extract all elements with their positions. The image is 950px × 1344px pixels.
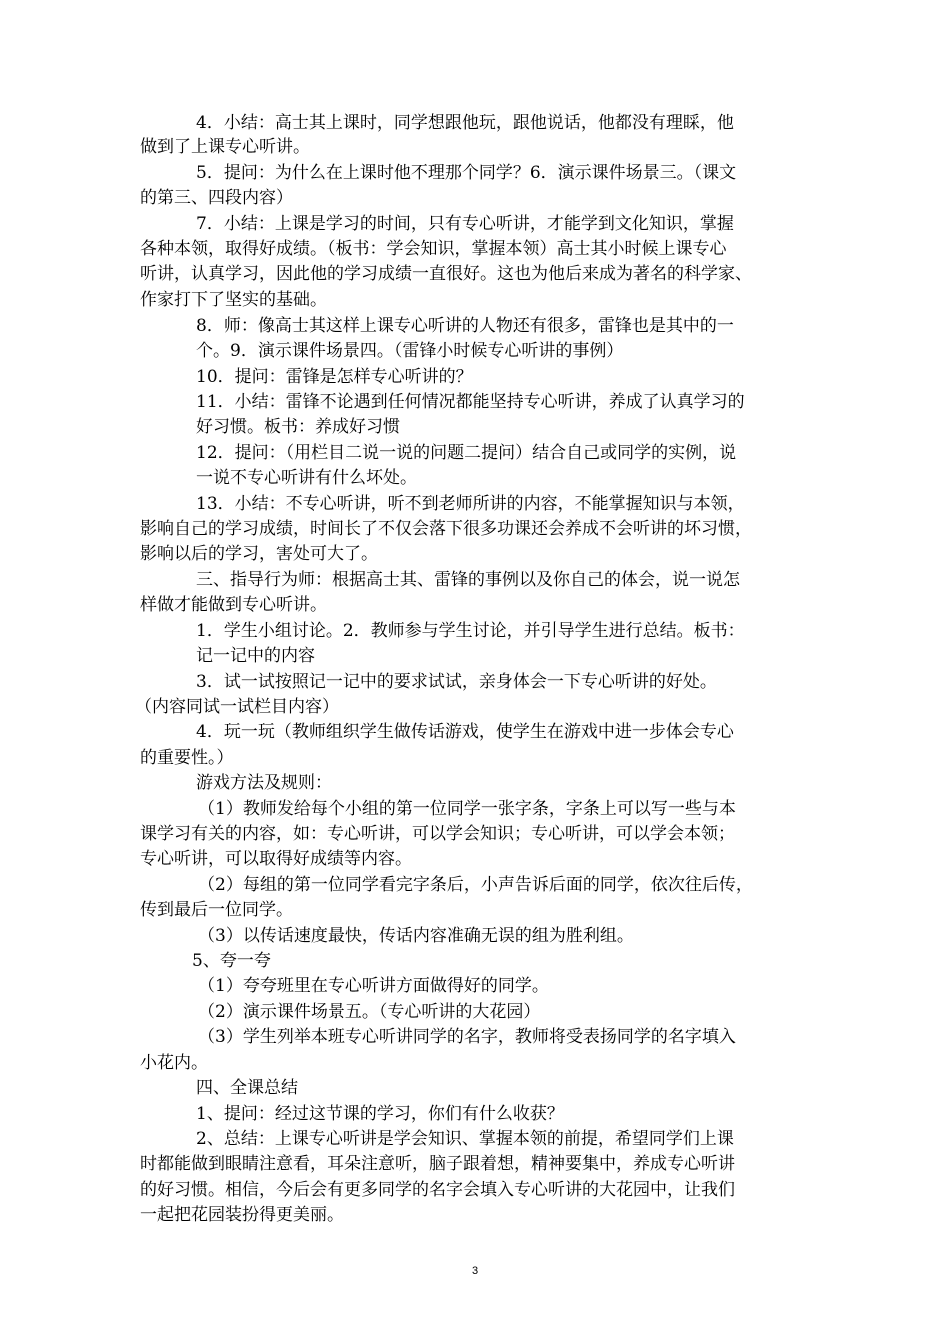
text-line: 7．小结：上课是学习的时间，只有专心听讲，才能学到文化知识，掌握 — [196, 214, 734, 234]
text-line: 游戏方法及规则： — [196, 773, 332, 793]
text-line: 专心听讲，可以取得好成绩等内容。 — [140, 849, 412, 869]
text-line: 的好习惯。相信，今后会有更多同学的名字会填入专心听讲的大花园中，让我们 — [140, 1180, 735, 1200]
text-line: 3．试一试按照记一记中的要求试试，亲身体会一下专心听讲的好处。 — [196, 672, 717, 692]
text-line: 4．小结：高士其上课时，同学想跟他玩，跟他说话，他都没有理睬，他 — [196, 113, 734, 133]
text-line: 时都能做到眼睛注意看，耳朵注意听，脑子跟着想，精神要集中，养成专心听讲 — [140, 1154, 735, 1174]
text-line: 11．小结：雷锋不论遇到任何情况都能坚持专心听讲，养成了认真学习的 — [196, 392, 745, 412]
text-line: 影响以后的学习，害处可大了。 — [140, 544, 378, 564]
text-line: 课学习有关的内容，如：专心听讲，可以学会知识；专心听讲，可以学会本领； — [140, 824, 735, 844]
text-line: 8．师：像高士其这样上课专心听讲的人物还有很多，雷锋也是其中的一 — [196, 316, 734, 336]
text-line: 四、全课总结 — [196, 1078, 298, 1098]
text-line: 听讲，认真学习，因此他的学习成绩一直很好。这也为他后来成为著名的科学家、 — [140, 264, 752, 284]
text-line: 10．提问：雷锋是怎样专心听讲的？ — [196, 367, 473, 387]
text-line: 三、指导行为师：根据高士其、雷锋的事例以及你自己的体会，说一说怎 — [196, 570, 740, 590]
text-line: 各种本领，取得好成绩。（板书：学会知识，掌握本领）高士其小时候上课专心 — [140, 239, 727, 259]
text-line: 记一记中的内容 — [196, 646, 315, 666]
text-line: （3）以传话速度最快，传话内容准确无误的组为胜利组。 — [198, 926, 634, 946]
text-line: 5．提问：为什么在上课时他不理那个同学？6．演示课件场景三。（课文 — [196, 163, 737, 183]
text-line: 个。9．演示课件场景四。（雷锋小时候专心听讲的事例） — [196, 341, 624, 361]
text-line: （2）演示课件场景五。（专心听讲的大花园） — [198, 1002, 541, 1022]
text-line: （1）教师发给每个小组的第一位同学一张字条，字条上可以写一些与本 — [198, 799, 736, 819]
text-line: 13．小结：不专心听讲，听不到老师所讲的内容，不能掌握知识与本领， — [196, 494, 745, 514]
text-line: 的第三、四段内容） — [140, 188, 293, 208]
text-line: 好习惯。板书：养成好习惯 — [196, 417, 400, 437]
text-line: 作家打下了坚实的基础。 — [140, 290, 327, 310]
text-line: 样做才能做到专心听讲。 — [140, 595, 327, 615]
text-line: 的重要性。） — [140, 748, 234, 768]
text-line: 1、提问：经过这节课的学习，你们有什么收获？ — [196, 1104, 564, 1124]
text-line: 1．学生小组讨论。2．教师参与学生讨论，并引导学生进行总结。板书： — [196, 621, 745, 641]
text-line: 5、夸一夸 — [192, 951, 271, 971]
text-line: （3）学生列举本班专心听讲同学的名字，教师将受表扬同学的名字填入 — [198, 1027, 736, 1047]
page-number: 3 — [471, 1265, 479, 1277]
text-line: 12．提问：（用栏目二说一说的问题二提问）结合自己或同学的实例，说 — [196, 443, 737, 463]
text-line: 4．玩一玩（教师组织学生做传话游戏，使学生在游戏中进一步体会专心 — [196, 722, 734, 742]
text-line: （1）夸夸班里在专心听讲方面做得好的同学。 — [198, 976, 549, 996]
text-line: 小花内。 — [140, 1053, 208, 1073]
text-line: 传到最后一位同学。 — [140, 900, 293, 920]
text-line: （2）每组的第一位同学看完字条后，小声告诉后面的同学，依次往后传， — [198, 875, 753, 895]
text-line: 一起把花园装扮得更美丽。 — [140, 1205, 344, 1225]
text-line: 2、总结：上课专心听讲是学会知识、掌握本领的前提，希望同学们上课 — [196, 1129, 734, 1149]
text-line: （内容同试一试栏目内容） — [135, 697, 339, 717]
text-line: 影响自己的学习成绩，时间长了不仅会落下很多功课还会养成不会听讲的坏习惯， — [140, 519, 752, 539]
text-line: 一说不专心听讲有什么坏处。 — [196, 468, 417, 488]
text-line: 做到了上课专心听讲。 — [140, 137, 310, 157]
